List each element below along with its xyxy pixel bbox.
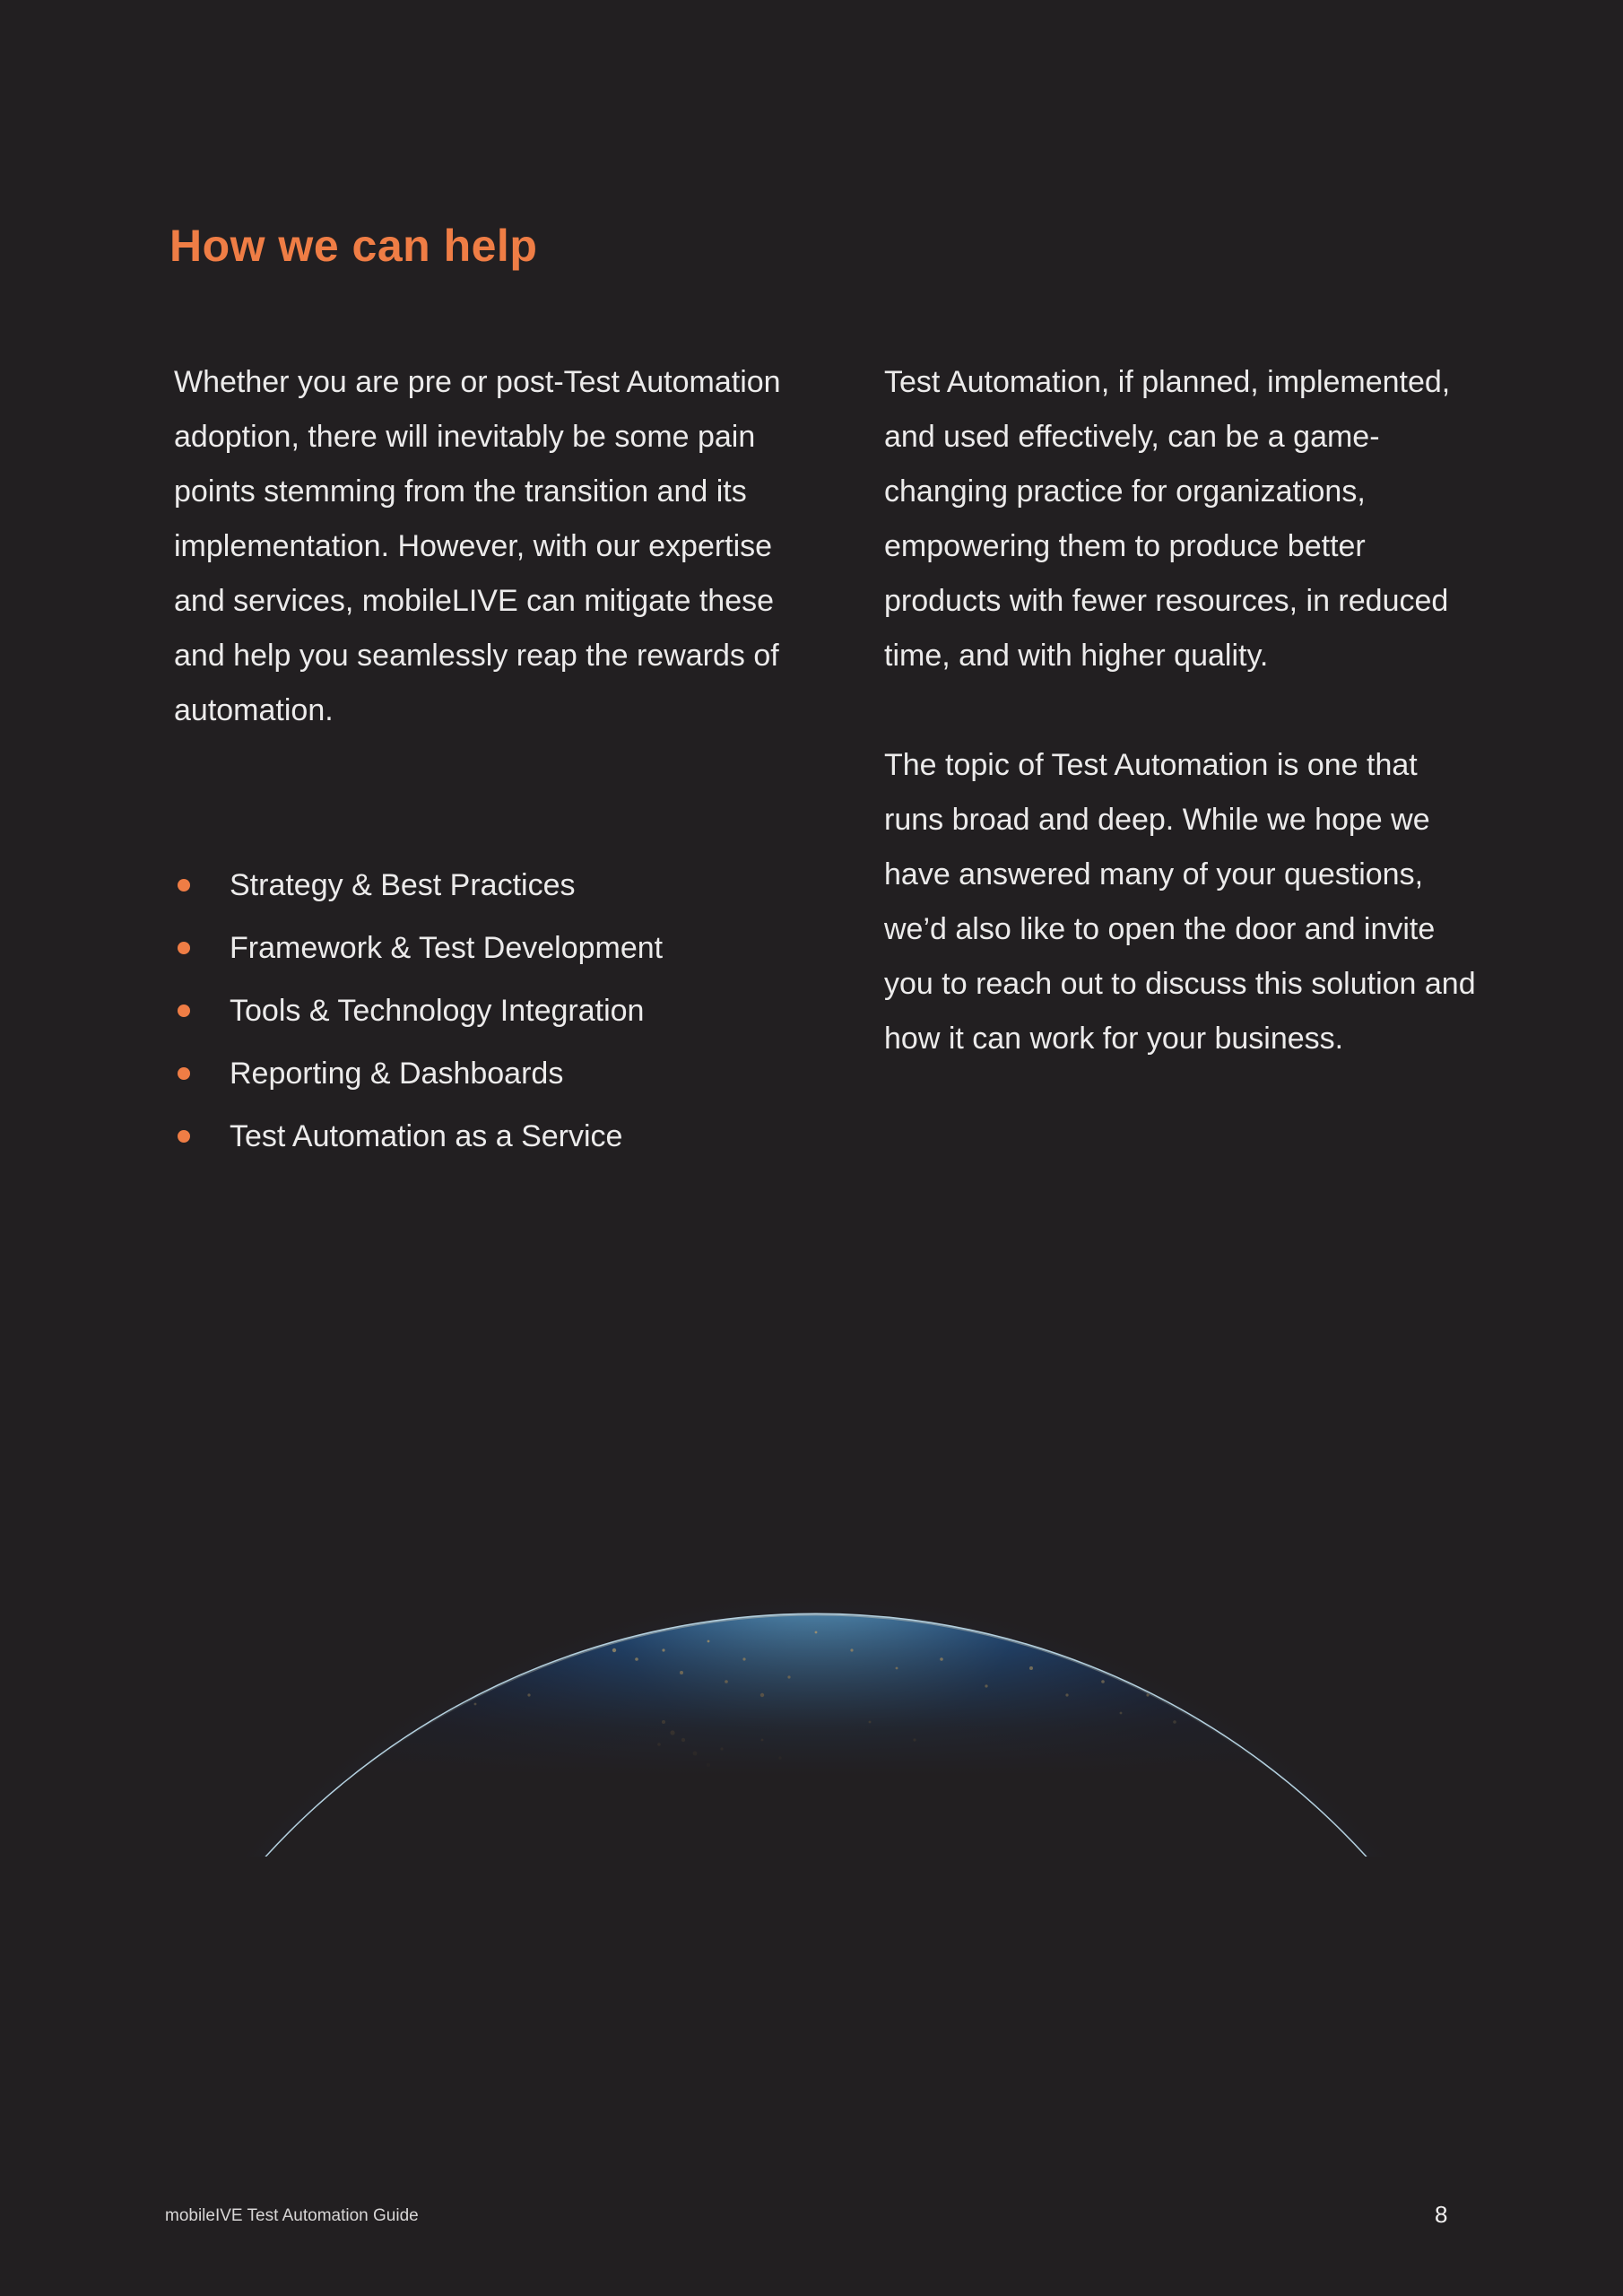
- page-number: 8: [1435, 2201, 1448, 2228]
- bullet-icon: [178, 1130, 190, 1143]
- body-paragraph: The topic of Test Automation is one that runs broad and deep. While we hope we have answered many of your questions, we’d also like to open the door and invite you to reach out to discuss this solution and how it can work for your business.: [884, 748, 1476, 1056]
- earth-horizon-image: [135, 1274, 1480, 1857]
- list-item: [174, 917, 820, 979]
- list-item-label: Framework & Test Development: [230, 930, 664, 965]
- list-item: [174, 854, 820, 917]
- services-list: [174, 854, 820, 1168]
- list-item-label: Strategy & Best Practices: [230, 867, 576, 902]
- right-column: [884, 355, 1476, 1066]
- body-paragraph: Test Automation, if planned, implemented, and used effectively, can be a game-changing practice for organizations, empowering them to produce better products with fewer resources, in reduced time, and with higher quality.: [884, 365, 1451, 673]
- intro-paragraph: Whether you are pre or post-Test Automation adoption, there will inevitably be some pain points stemming from the transition and its implementation. However, with our expertise and services, mobileLIVE can mitigate these and help you seamlessly reap the rewards of automation.: [174, 365, 781, 727]
- list-item-label: Tools & Technology Integration: [230, 993, 645, 1028]
- bullet-icon: [178, 1004, 190, 1017]
- left-column: [174, 355, 802, 738]
- page-title: How we can help: [169, 221, 538, 271]
- bullet-icon: [178, 879, 190, 891]
- list-item: [174, 1042, 820, 1105]
- bullet-icon: [178, 1067, 190, 1080]
- list-item-label: Reporting & Dashboards: [230, 1056, 564, 1091]
- list-item: [174, 979, 820, 1042]
- bullet-icon: [178, 942, 190, 954]
- list-item: [174, 1105, 820, 1168]
- list-item-label: Test Automation as a Service: [230, 1118, 623, 1153]
- footer-document-title: mobileIVE Test Automation Guide: [165, 2206, 419, 2225]
